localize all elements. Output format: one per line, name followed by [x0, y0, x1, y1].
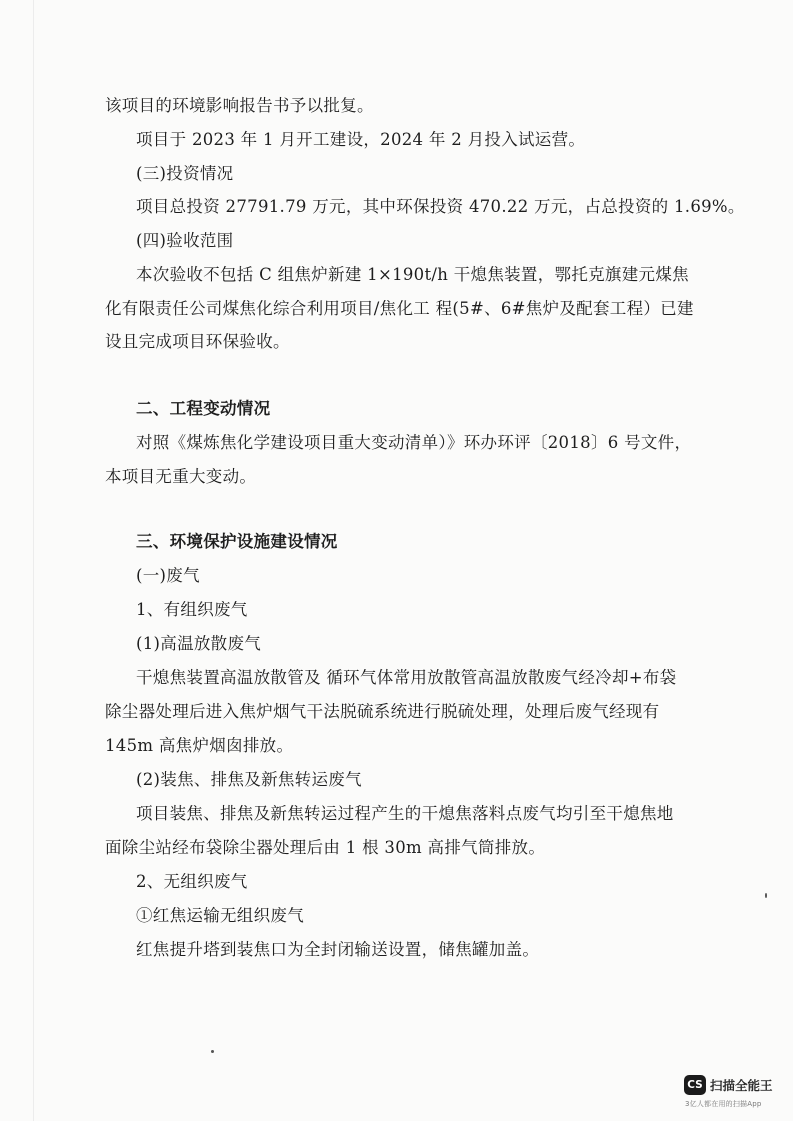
text-line: 干熄焦装置高温放散管及 循环气体常用放散管高温放散废气经冷却+布袋 [136, 668, 677, 687]
section-heading: (一)废气 [136, 566, 200, 585]
section-heading: (三)投资情况 [136, 164, 234, 183]
text-line: 面除尘站经布袋除尘器处理后由 1 根 30m 高排气筒排放。 [105, 838, 546, 857]
text-line: 对照《煤炼焦化学建设项目重大变动清单）》环办环评〔2018〕6 号文件， [136, 433, 692, 452]
scan-speck [211, 1050, 214, 1053]
camscanner-logo-icon: CS [684, 1075, 706, 1095]
text-line: 项目于 2023 年 1 月开工建设，2024 年 2 月投入试运营。 [136, 130, 586, 149]
section-heading: (四)验收范围 [136, 231, 234, 250]
text-line: 项目总投资 27791.79 万元，其中环保投资 470.22 万元，占总投资的 1.69%。 [136, 197, 745, 216]
scan-edge-line [33, 0, 34, 1121]
text-line: 145m 高焦炉烟囱排放。 [105, 736, 294, 755]
text-line: 该项目的环境影响报告书予以批复。 [105, 96, 374, 115]
text-line: 化有限责任公司煤焦化综合利用项目/焦化工 程(5#、6#焦炉及配套工程）已建 [105, 299, 694, 318]
scan-speck [765, 893, 767, 898]
section-heading: (2)装焦、排焦及新焦转运废气 [136, 770, 362, 789]
chapter-heading: 三、环境保护设施建设情况 [136, 532, 338, 551]
section-heading: 2、无组织废气 [136, 872, 248, 891]
text-line: 本次验收不包括 C 组焦炉新建 1×190t/h 干熄焦装置，鄂托克旗建元煤焦 [136, 265, 689, 284]
text-line: 本项目无重大变动。 [105, 467, 257, 486]
section-heading: ①红焦运输无组织废气 [136, 906, 304, 925]
scanner-watermark [684, 1075, 788, 1115]
text-line: 项目装焦、排焦及新焦转运过程产生的干熄焦落料点废气均引至干熄焦地 [136, 804, 674, 823]
chapter-heading: 二、工程变动情况 [136, 399, 271, 418]
text-line: 除尘器处理后进入焦炉烟气干法脱硫系统进行脱硫处理，处理后废气经现有 [105, 702, 660, 721]
watermark-tagline: 3亿人都在用的扫描App [685, 1100, 762, 1108]
watermark-name: 扫描全能王 [710, 1078, 773, 1093]
text-line: 红焦提升塔到装焦口为全封闭输送设置，储焦罐加盖。 [136, 940, 540, 959]
section-heading: 1、有组织废气 [136, 600, 248, 619]
text-line: 设且完成项目环保验收。 [105, 332, 290, 351]
section-heading: (1)高温放散废气 [136, 634, 262, 653]
